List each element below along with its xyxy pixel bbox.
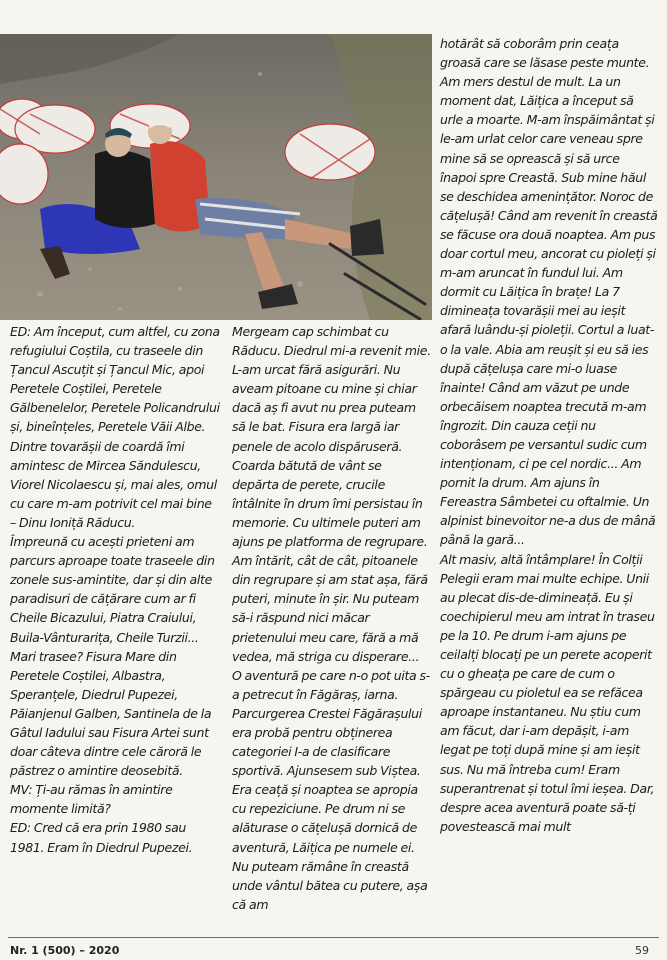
interview-answer: ED: Cred că era prin 1980 sau 1981. Eram în Diedrul Pupezei. (10, 820, 193, 855)
climbers-resting-photo (0, 34, 432, 320)
article-column-left (10, 322, 220, 857)
article-paragraph: O aventură pe care n-o pot uita s-a petrecut în Făgăraș, iarna. Parcurgerea Crestei Făgărașului era probă pentru obținerea categoriei I-a de clasificare sportivă. Ajunsesem sub Viștea. Era ceață și noaptea se apropia cu repeziciune. Pe drum ni se alăturase o cățelușă dornică de aventură, Lăițica pe numele ei. Nu puteam rămâne în creastă unde vântul bătea cu putere, așa că am (232, 667, 430, 912)
article-column-right (440, 34, 658, 836)
article-paragraph: Mergeam cap schimbat cu Răducu. Diedrul mi-a revenit mie. L-am urcat fără asigurări. Nu aveam pitoane cu mine și chiar dacă aș fi avut nu prea puteam să le bat. Fisura era largă iar penele de acolo dispăruseră. Coarda bătută de vânt se depărta de perete, crucile întâlnite în drum îmi persistau în memorie. Cu ultimele puteri am ajuns pe platforma de regrupare. Am întărit, cât de cât, pitoanele din regrupare și am stat așa, fără puteri, minute în șir. Nu puteam să-i răspund nici măcar prietenului meu care, fără a mă vedea, mă striga cu disperare... (232, 324, 431, 664)
article-paragraph: ED: Am început, cum altfel, cu zona refugiului Coștila, cu traseele din Țancul Ascuțit și Țancul Mic, apoi Peretele Coștilei, Peretele Gălbenelelor, Peretele Policandrului și, bineînțeles, Peretele Văii Albe. Dintre tovarășii de coardă îmi amintesc de Mircea Săndulescu, Viorel Nicolaescu și, mai ales, omul cu care m-am potrivit cel mai bine – Dinu Ioniță Răducu. (10, 324, 220, 530)
footer-divider (8, 937, 659, 938)
article-paragraph: Împreună cu acești prieteni am parcurs aproape toate traseele din zonele sus-amintite, dar și din alte paradisuri de cățărare cum ar fi Cheile Bicazului, Piatra Craiului, Buila-Vânturarița, Cheile Turzii... Mari trasee? Fisura Mare din Peretele Coștilei, Albastra, Speranțele, Diedrul Pupezei, Păianjenul Galben, Santinela de la Gâtul Iadului sau Fisura Artei sunt doar câteva dintre cele căroră le păstrez o amintire deosebită. (10, 534, 215, 779)
interview-question: MV: Ți-au rămas în amintire momente limită? (10, 782, 173, 817)
issue-number: Nr. 1 (500) – 2020 (10, 944, 120, 957)
article-column-middle (232, 322, 431, 914)
article-paragraph: hotărât să coborâm prin ceața groasă care se lăsase peste munte. Am mers destul de mult. La un moment dat, Lăițica a început să urle a moarte. M-am înspăimântat și le-am urlat celor care veneau spre mine să se oprească și să urce înapoi spre Creastă. Sub mine hăul se deschidea amenințător. Noroc de cățelușă! Când am revenit în creastă se făcuse ora două noaptea. Am pus doar cortul meu, ancorat cu pioleți și m-am aruncat în fundul lui. Am dormit cu Lăițica în brațe! La 7 dimineața tovarășii mei au ieșit afară luându-și pioleții. Cortul a luat-o la vale. Abia am reușit și eu să ies după cățelușa care mi-o luase înainte! Când am văzut pe unde orbecăisem noaptea trecută m-am îngrozit. Din cauza ceții nu coborâsem pe versantul sudic cum intenționam, ci pe cel nordic... Am pornit la drum. Am ajuns în Fereastra Sâmbetei cu oftalmie. Un alpinist binevoitor ne-a dus de mână până la gară... (440, 36, 658, 548)
article-paragraph: Alt masiv, altă întâmplare! În Colții Pelegii eram mai multe echipe. Unii au plecat dis-de-dimineață. Eu și coechipierul meu am intrat în traseu pe la 10. Pe drum i-am ajuns pe ceilalți blocați pe un perete acoperit cu o gheața pe care de cum o spărgeau cu pioletul ea se refăcea aproape instantaneu. Nu știu cum am făcut, dar i-am depășit, i-am legat pe toți după mine și am ieșit sus. Nu mă întreba cum! Eram superantrenat și totul îmi ieșea. Dar, despre acea aventură poate să-ți povestească mai mult (440, 551, 655, 834)
page-number: 59 (635, 944, 649, 957)
